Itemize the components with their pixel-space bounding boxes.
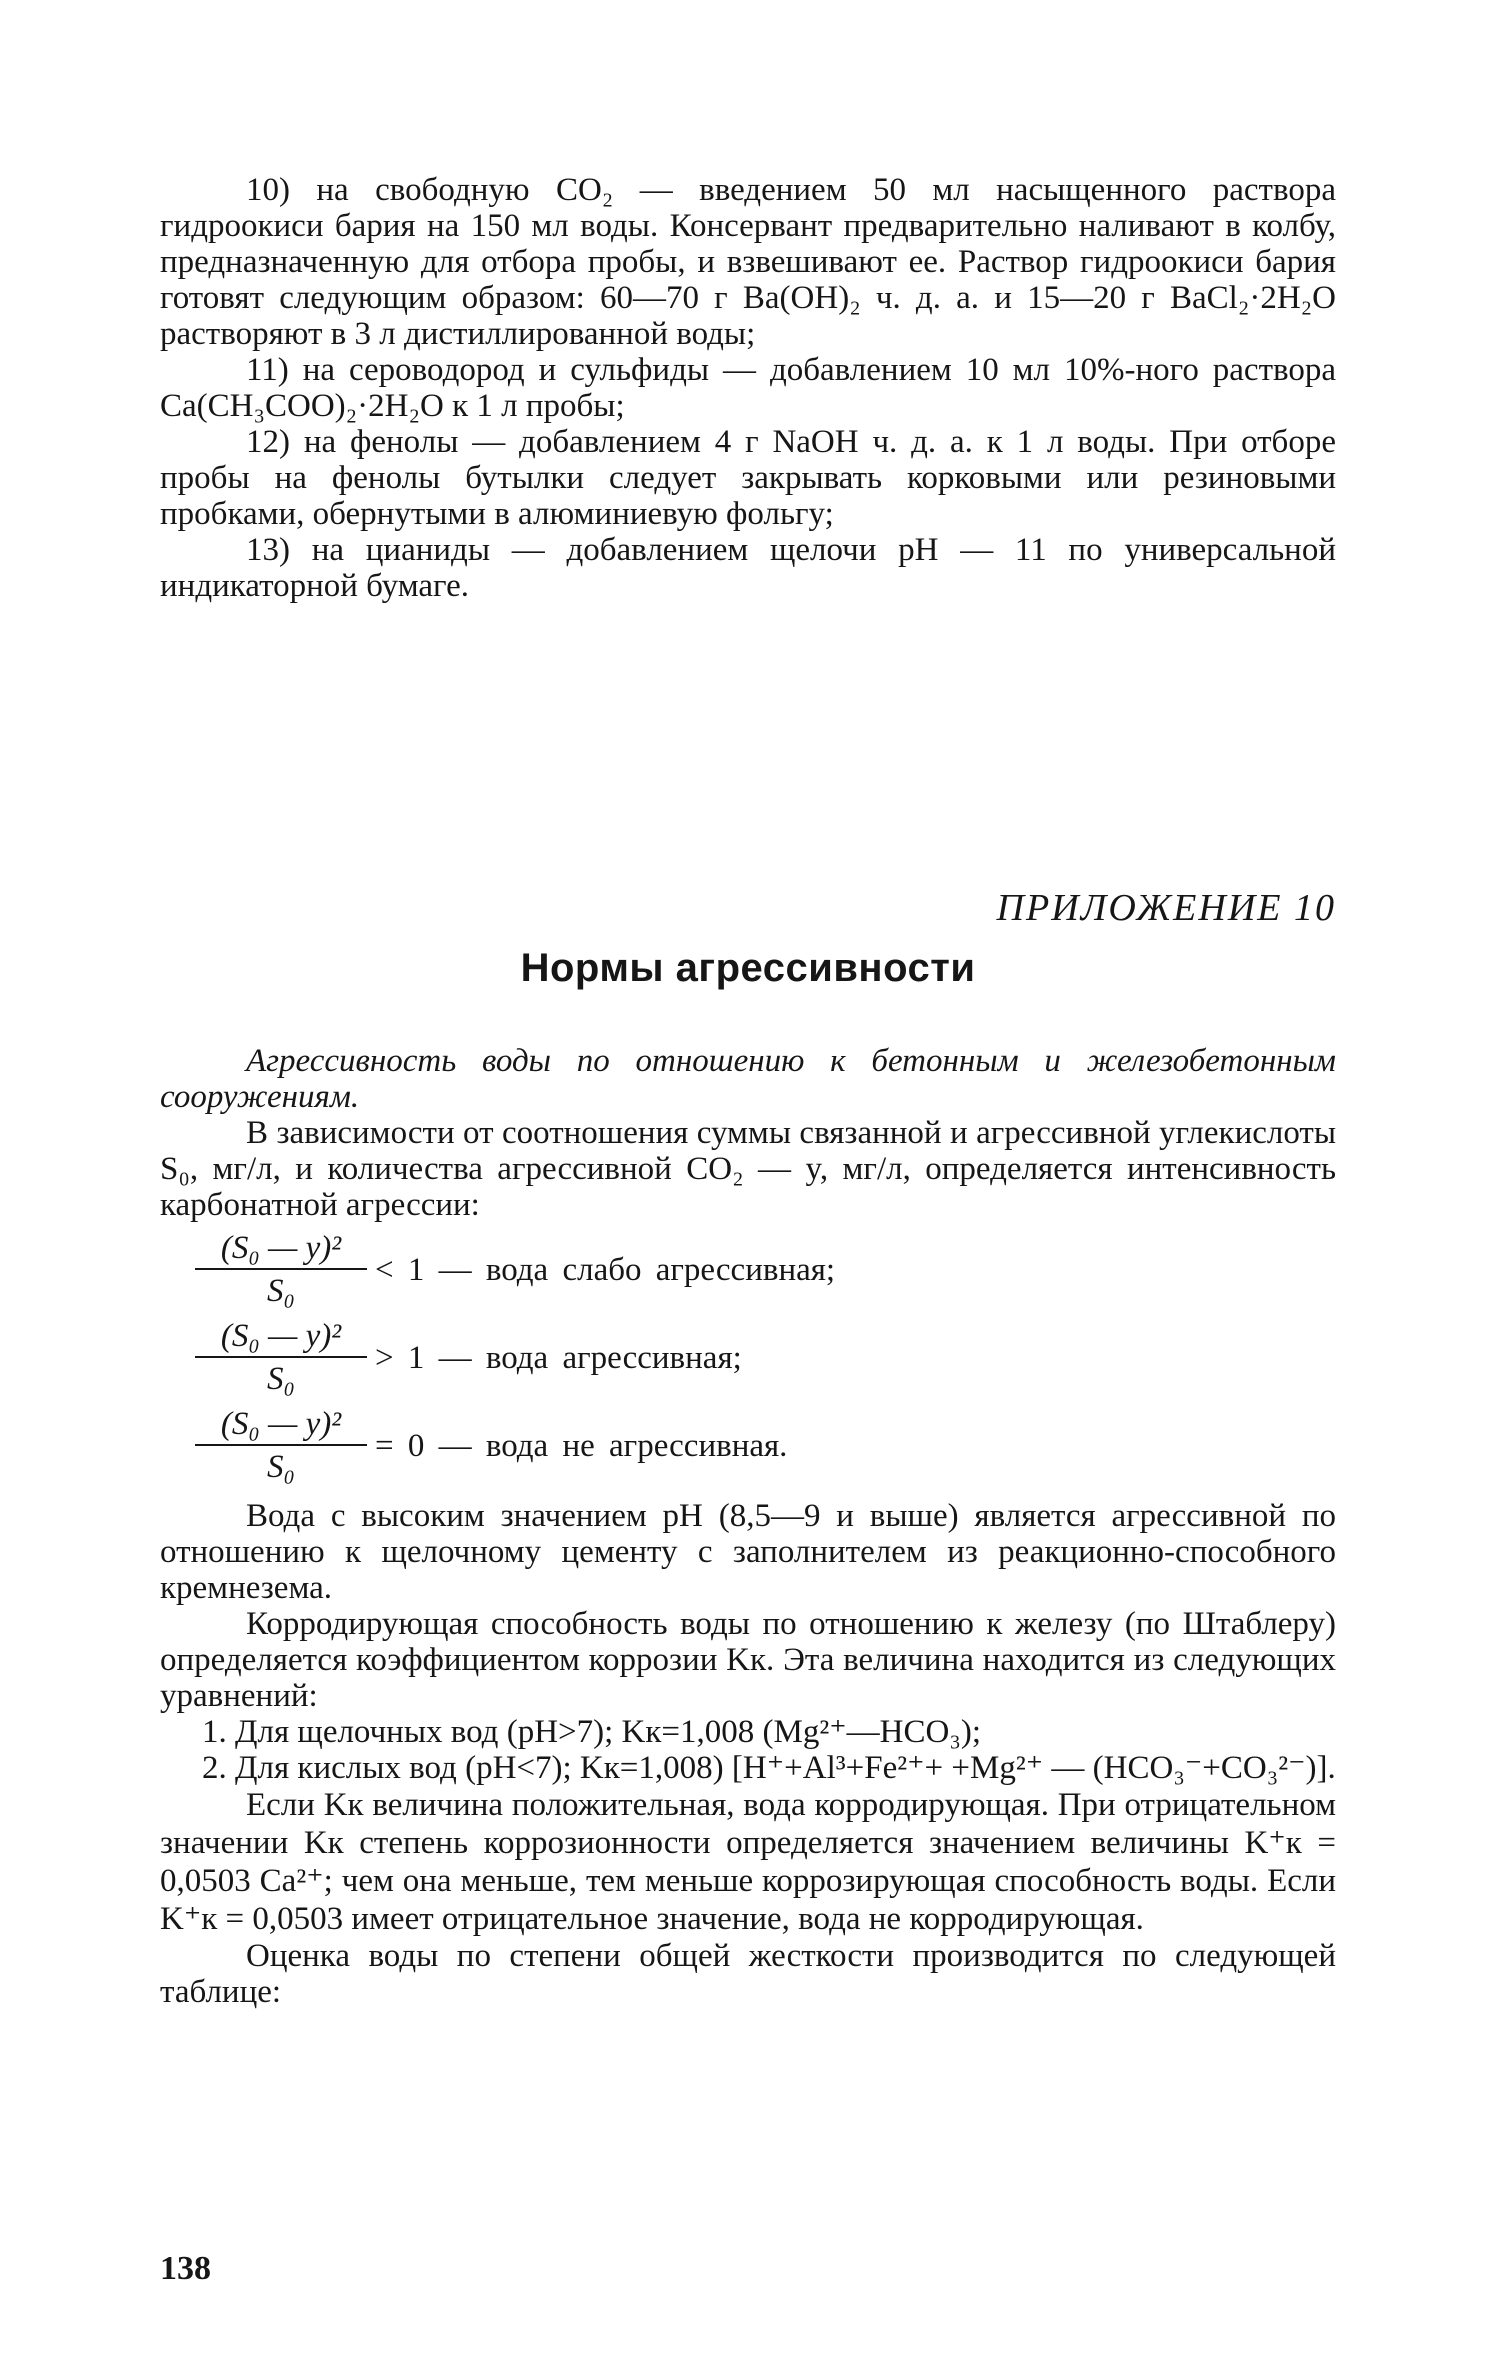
para-hardness: Оценка воды по степени общей жесткости производится по следующей таблице: — [160, 1938, 1336, 2010]
item-11: 11) на сероводород и сульфиды — добавлением 10 мл 10%-ного раствора Ca(CH₃COO)₂·2H₂O к 1 л пробы; — [160, 352, 1336, 424]
para-dependence: В зависимости от соотношения суммы связанной и агрессивной углекислоты S₀, мг/л, и количества агрессивной СО₂ — y, мг/л, определяется интенсивность карбонатной агрессии: — [160, 1115, 1336, 1223]
body-block — [160, 1498, 1336, 2010]
preservation-items — [160, 172, 1336, 604]
equation-1: 1. Для щелочных вод (pH>7); Kк=1,008 (Mg²⁺—HCO₃); — [202, 1714, 981, 1750]
fraction — [195, 1230, 367, 1308]
item-12: 12) на фенолы — добавлением 4 г NaOH ч. д. а. к 1 л воды. При отборе пробы на фенолы бутылки следует закрывать корковыми или резиновыми пробками, обернутыми в алюминиевую фольгу; — [160, 424, 1336, 532]
relation-text: = 0 — вода не агрессивная. — [375, 1428, 788, 1464]
denominator: S₀ — [267, 1449, 295, 1485]
relation-text: > 1 — вода агрессивная; — [375, 1340, 742, 1376]
fraction — [195, 1406, 367, 1484]
fraction-bar — [195, 1268, 367, 1270]
fraction — [195, 1318, 367, 1396]
para-corrosion: Корродирующая способность воды по отношению к железу (по Штаблеру) определяется коэффициентом коррозии Kк. Эта величина находится из следующих уравнений: — [160, 1606, 1336, 1714]
denominator: S₀ — [267, 1361, 295, 1397]
denominator: S₀ — [267, 1273, 295, 1309]
para-high-ph: Вода с высоким значением pH (8,5—9 и выше) является агрессивной по отношению к щелочному цементу с заполнителем из реакционно-способного кремнезема. — [160, 1498, 1336, 1606]
item-13: 13) на цианиды — добавлением щелочи pH — 11 по универсальной индикаторной бумаге. — [160, 532, 1336, 604]
equation-2: 2. Для кислых вод (pH<7); Kк=1,008) [H⁺+Al³+Fe²⁺+ +Mg²⁺ — (HCO₃⁻+CO₃²⁻)]. — [202, 1750, 1336, 1786]
numerator: (S₀ — y)² — [220, 1318, 342, 1354]
relation-text: < 1 — вода слабо агрессивная; — [375, 1252, 836, 1288]
section-title: Нормы агрессивности — [520, 946, 976, 990]
fraction-bar — [195, 1444, 367, 1446]
numerator: (S₀ — y)² — [220, 1230, 342, 1266]
intro-block — [160, 1043, 1336, 1223]
item-10: 10) на свободную СО₂ — введением 50 мл насыщенного раствора гидроокиси бария на 150 мл воды. Консервант предварительно наливают в колбу, предназначенную для отбора пробы, и взвешивают ее. Раствор гидроокиси бария готовят следующим образом: 60—70 г Ba(OH)₂ ч. д. а. и 15—20 г BaCl₂·2H₂O растворяют в 3 л дистиллированной воды; — [160, 172, 1336, 352]
appendix-label: ПРИЛОЖЕНИЕ 10 — [996, 887, 1336, 929]
page-number: 138 — [160, 2250, 211, 2287]
intro-italic: Агрессивность воды по отношению к бетонным и железобетонным сооружениям. — [160, 1043, 1336, 1115]
para-if-positive: Если Kк величина положительная, вода корродирующая. При отрицательном значении Kк степень коррозионности определяется значением величины K⁺к = 0,0503 Ca²⁺; чем она меньше, тем меньше коррозирующая способность воды. Если K⁺к = 0,0503 имеет отрицательное значение, вода не корродирующая. — [160, 1787, 1336, 1937]
numerator: (S₀ — y)² — [220, 1406, 342, 1442]
fraction-bar — [195, 1356, 367, 1358]
